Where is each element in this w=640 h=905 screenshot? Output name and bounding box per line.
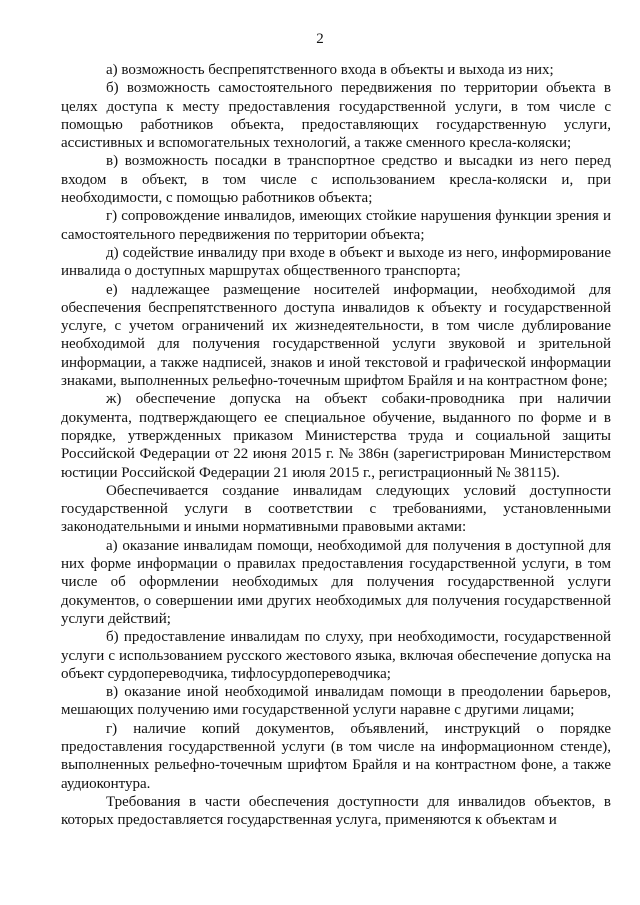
paragraph-vehicle-boarding: в) возможность посадки в транспортное средство и высадки из него перед входом в объект, в том числе с использованием кресла-коляски и, при необходимости, с помощью работников объекта;	[61, 153, 611, 207]
paragraph-sign-language: б) предоставление инвалидам по слуху, при необходимости, государственной услуги с использованием русского жестового языка, включая обеспечение допуска на объект сурдопереводчика, тифлосурдопереводчика;	[61, 629, 611, 682]
document-body	[61, 61, 611, 829]
paragraph-conditions-intro: Обеспечивается создание инвалидам следующих условий доступности государственной услуги в соответствии с требованиями, установленными законодательными и иными нормативными правовыми актами:	[61, 482, 611, 536]
paragraph-information-carriers: е) надлежащее размещение носителей информации, необходимой для обеспечения беспрепятственного доступа инвалидов к объекту и государственной услуге, с учетом ограничений их жизнедеятельности, в том числе дублирование необходимой для получения государственной услуги звуковой и зрительной информации, а также надписей, знаков и иной текстовой и графической информации знаками, выполненных рельефно-точечным шрифтом Брайля и на контрастном фоне;	[61, 281, 611, 390]
paragraph-guide-dog: ж) обеспечение допуска на объект собаки-проводника при наличии документа, подтверждающего ее специальное обучение, выданного по форме и в порядке, утвержденных приказом Министерства труда и социальной защиты Российской Федерации от 22 июня 2015 г. № 386н (зарегистрирован Министерством юстиции Российской Федерации 21 июля 2015 г., регистрационный № 38115).	[61, 391, 611, 481]
paragraph-assistance-information: а) оказание инвалидам помощи, необходимой для получения в доступной для них форме информации о правилах предоставления государственной услуги, в том числе об оформлении необходимых для получения государственной услуги документов, о совершении ими других необходимых для получения государственной услуги действий;	[61, 537, 611, 627]
paragraph-document-copies: г) наличие копий документов, объявлений, инструкций о порядке предоставления государственной услуги (в том числе на информационном стенде), выполненных рельефно-точечным шрифтом Брайля и на контрастном фоне, а также аудиоконтура.	[61, 720, 611, 792]
paragraph-self-movement: б) возможность самостоятельного передвижения по территории объекта в целях доступа к месту предоставления государственной услуги, в том числе с помощью работников объекта, предоставляющих государственную услуги, ассистивных и вспомогательных технологий, а также сменного кресла-коляски;	[61, 80, 611, 152]
paragraph-access-entry: а) возможность беспрепятственного входа в объекты и выхода из них;	[106, 62, 554, 78]
page-number: 2	[316, 31, 324, 47]
paragraph-barrier-help: в) оказание иной необходимой инвалидам помощи в преодолении барьеров, мешающих получению ими государственной услуги наравне с другими лицами;	[61, 684, 611, 719]
paragraph-entry-assistance: д) содействие инвалиду при входе в объект и выходе из него, информирование инвалида о доступных маршрутах общественного транспорта;	[61, 244, 611, 280]
paragraph-accessibility-requirements: Требования в части обеспечения доступности для инвалидов объектов, в которых предоставляется государственная услуга, применяются к объектам и	[61, 793, 611, 829]
paragraph-escort-visually-impaired: г) сопровождение инвалидов, имеющих стойкие нарушения функции зрения и самостоятельного передвижения по территории объекта;	[61, 208, 611, 243]
